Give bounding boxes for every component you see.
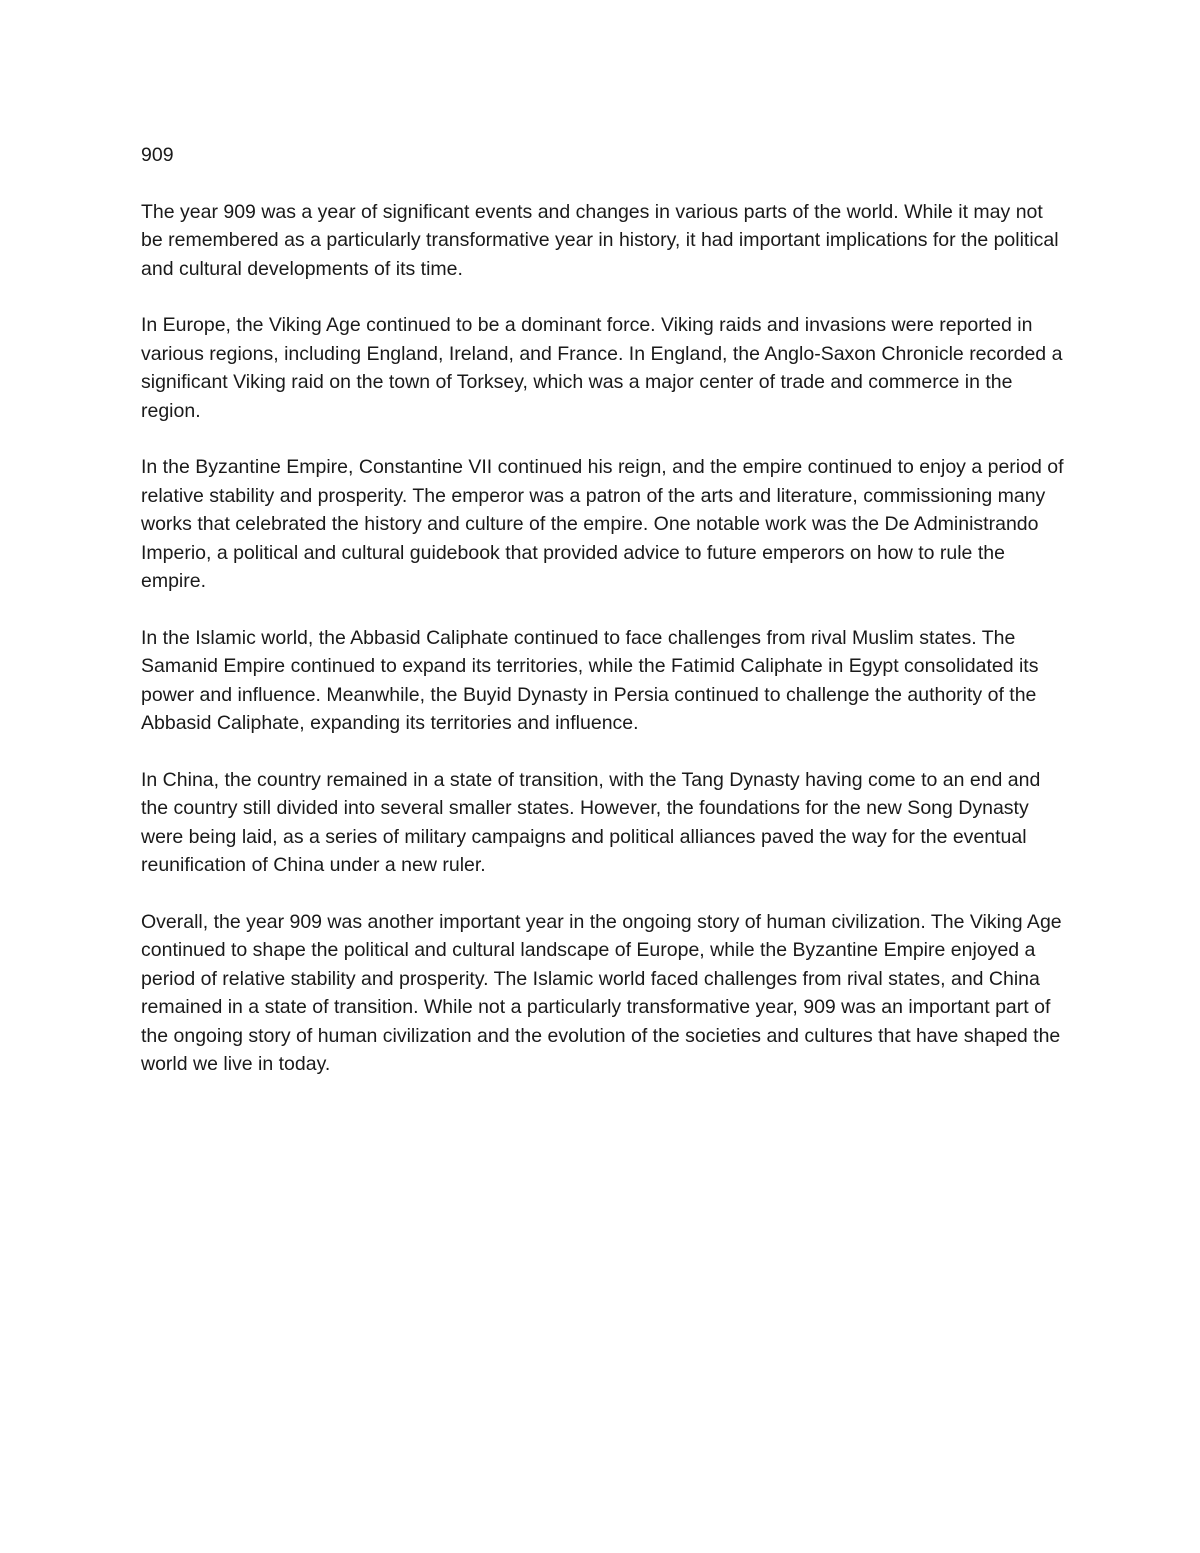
paragraph-europe: In Europe, the Viking Age continued to be a dominant force. Viking raids and invasions were reported in various regions, including England, Ireland, and France. In England, the Anglo-Saxon Chronicle recorded a significant Viking raid on the town of Torksey, which was a major center of trade and commerce in the region. [141,314,1063,422]
document-title: 909 [141,144,174,166]
paragraph-islamic-world: In the Islamic world, the Abbasid Caliphate continued to face challenges from rival Muslim states. The Samanid Empire continued to expand its territories, while the Fatimid Caliphate in Egypt consolidated its power and influence. Meanwhile, the Buyid Dynasty in Persia continued to challenge the authority of the Abbasid Caliphate, expanding its territories and influence. [141,626,1039,735]
paragraph-overall: Overall, the year 909 was another important year in the ongoing story of human civilization. The Viking Age continued to shape the political and cultural landscape of Europe, while the Byzantine Empire enjoyed a period of relative stability and prosperity. The Islamic world faced challenges from rival states, and China remained in a state of transition. While not a particularly transformative year, 909 was an important part of the ongoing story of human civilization and the evolution of the societies and cultures that have shaped the world we live in today. [141,910,1062,1075]
document-body [141,141,1066,1107]
paragraph-byzantine: In the Byzantine Empire, Constantine VII continued his reign, and the empire continued to enjoy a period of relative stability and prosperity. The emperor was a patron of the arts and literature, commissioning many works that celebrated the history and culture of the empire. One notable work was the De Administrando Imperio, a political and cultural guidebook that provided advice to future emperors on how to rule the empire. [141,456,1064,593]
paragraph-china: In China, the country remained in a state of transition, with the Tang Dynasty having come to an end and the country still divided into several smaller states. However, the foundations for the new Song Dynasty were being laid, as a series of military campaigns and political alliances paved the way for the eventual reunification of China under a new ruler. [141,768,1041,877]
paragraph-intro: The year 909 was a year of significant events and changes in various parts of the world. While it may not be remembered as a particularly transformative year in history, it had important implications for the political and cultural developments of its time. [141,200,1059,280]
